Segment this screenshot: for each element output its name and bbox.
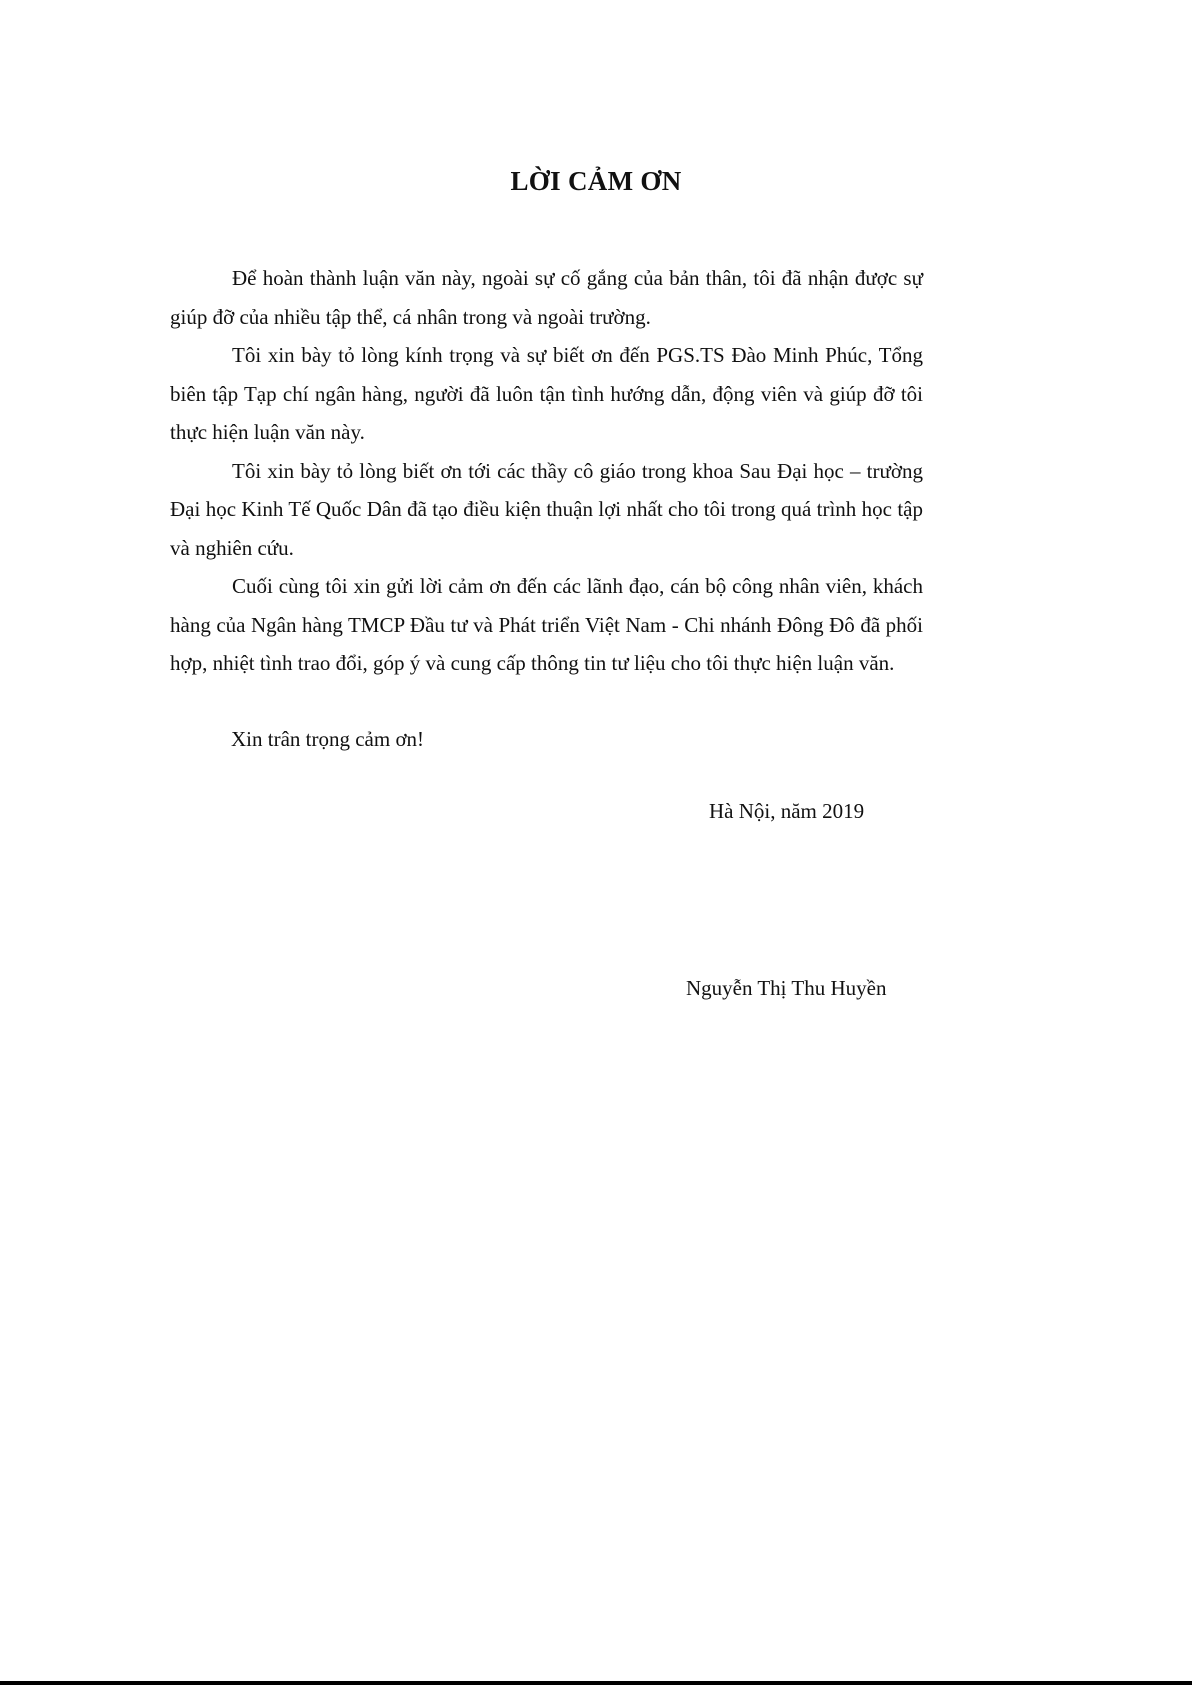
bottom-border-line bbox=[0, 1681, 1192, 1685]
closing-line: Xin trân trọng cảm ơn! bbox=[231, 727, 425, 751]
acknowledgement-body bbox=[170, 259, 923, 683]
paragraph-4: Cuối cùng tôi xin gửi lời cảm ơn đến các lãnh đạo, cán bộ công nhân viên, khách hàng của Ngân hàng TMCP Đầu tư và Phát triển Việt Nam - Chi nhánh Đông Đô đã phối hợp, nhiệt tình trao đổi, góp ý và cung cấp thông tin tư liệu cho tôi thực hiện luận văn. bbox=[170, 574, 923, 675]
paragraph-3: Tôi xin bày tỏ lòng biết ơn tới các thầy cô giáo trong khoa Sau Đại học – trường Đại học Kinh Tế Quốc Dân đã tạo điều kiện thuận lợi nhất cho tôi trong quá trình học tập và nghiên cứu. bbox=[170, 458, 923, 560]
paragraph-1: Để hoàn thành luận văn này, ngoài sự cố gắng của bản thân, tôi đã nhận được sự giúp đỡ của nhiều tập thể, cá nhân trong và ngoài trường. bbox=[170, 266, 923, 329]
paragraph-2: Tôi xin bày tỏ lòng kính trọng và sự biết ơn đến PGS.TS Đào Minh Phúc, Tổng biên tập Tạp chí ngân hàng, người đã luôn tận tình hướng dẫn, động viên và giúp đỡ tôi thực hiện luận văn này. bbox=[170, 343, 923, 444]
page-title: LỜI CẢM ƠN bbox=[510, 166, 682, 196]
author-signature: Nguyễn Thị Thu Huyền bbox=[686, 976, 887, 1000]
place-date: Hà Nội, năm 2019 bbox=[709, 799, 865, 823]
